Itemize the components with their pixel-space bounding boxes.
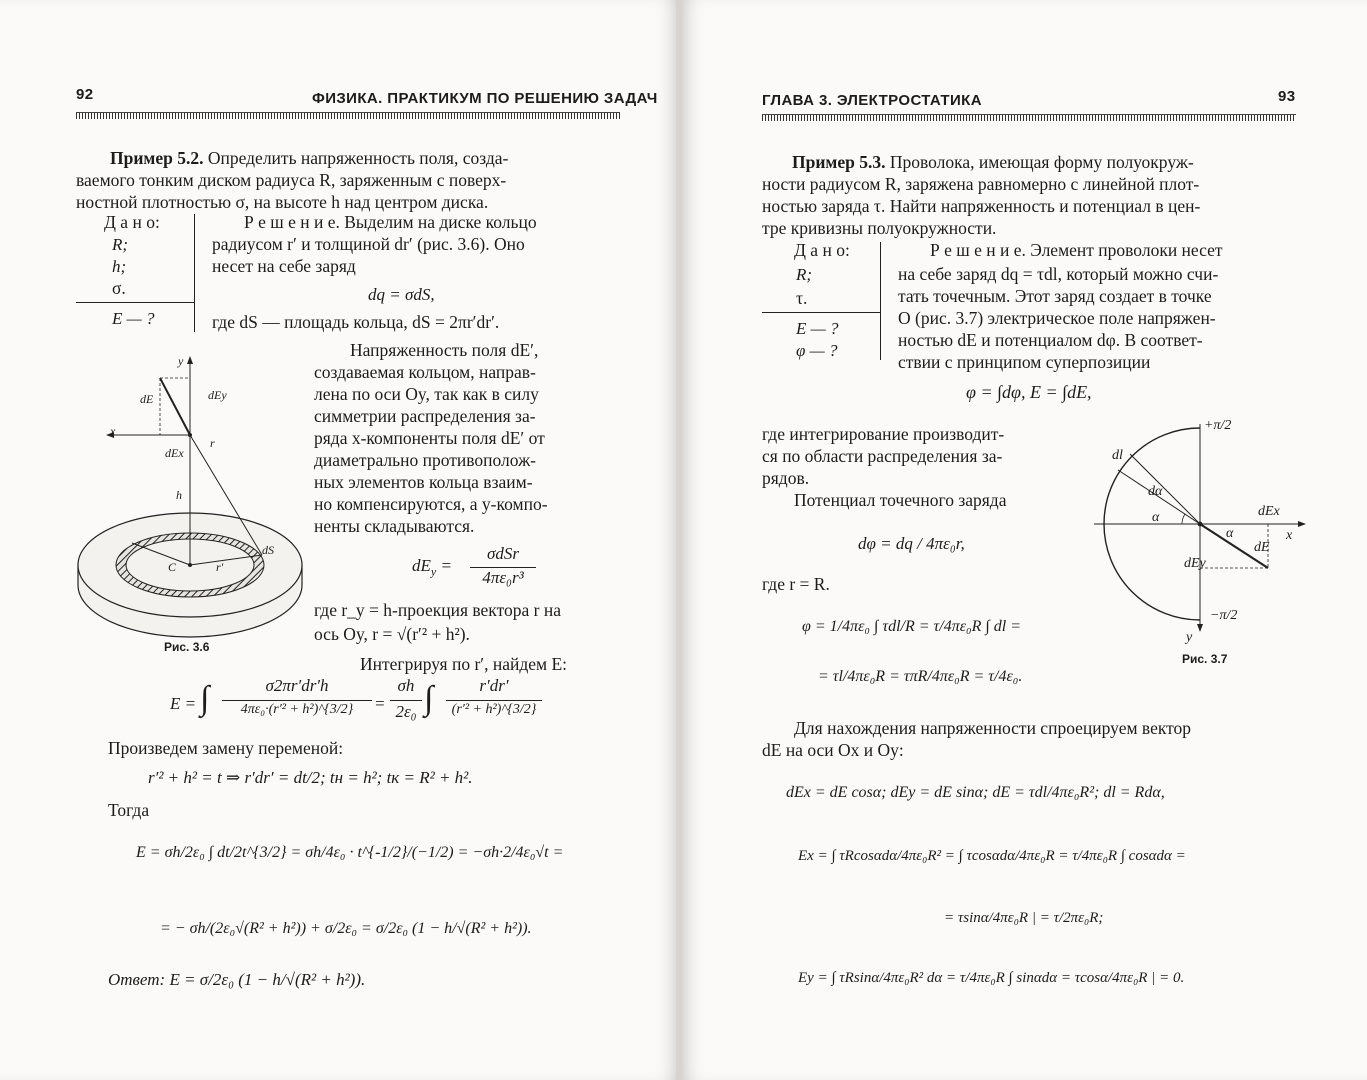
header-rule bbox=[762, 114, 1296, 121]
given-divider bbox=[880, 242, 881, 360]
fig36-dEy: dEy bbox=[208, 388, 227, 402]
integrating: Интегрируя по r′, найдем E: bbox=[360, 654, 568, 674]
running-header: ГЛАВА 3. ЭЛЕКТРОСТАТИКА bbox=[762, 92, 982, 109]
dE-vector bbox=[160, 378, 190, 435]
fig36-dEx: dEx bbox=[165, 446, 184, 460]
para2-line-5: ряда x-компоненты поля dE′ от bbox=[314, 428, 545, 448]
solution-line-6: ствии с принципом суперпозиции bbox=[898, 352, 1151, 372]
left-page: 92 ФИЗИКА. ПРАКТИКУМ ПО РЕШЕНИЮ ЗАДАЧ Пример 5.2. Определить напряженность поля, созда- ваемого тонким диском радиуса R, заряженным с поверх- ностной плотностью σ, на высоте h над центром диска. Д а н о: R; h; σ. E — ? Р е ш е н и е. Выделим на диске кольцо радиусом r′ и толщиной dr′ (рис. 3.6). Оно несет на себе заряд dq = σdS, где dS — площадь кольца, dS = 2πr′dr′. y dEy dE x dEx r h dS C r′ Рис. 3.6 Напряженность поля dE′, создаваемая кольцом, направ- лена по оси Oy, так как в силу симметрии распределения за- ряда x-компоненты поля dE′ от диаметрально противополож- ных элементов кольца взаим- но компенсируются, а y-компо- ненты складываются. $dE_y$ = σdSr 4πε₀r³ где r_y = h-проекция вектора r на ось Oy, r = √(r′² + h²). Интегрируя по r′, найдем E: E = ∫ σ2πr′dr′h 4πε₀·(r′² + h²)^{3/2} = σh 2ε₀ ∫ r′dr′ (r′² + h²)^{3/2} Произведем замену переменой: r′² + h² = t ⇒ r′dr′ = dt/2; tн = h²; tк = R² + h². Тогда E = σh/2ε₀ ∫ dt/2t^{3/2} = σh/4ε₀ · t^{-1/2}/(−1/2) = −σh·2/4ε₀√t = = − σh/(2ε₀√(R² + h²)) + σ/2ε₀ = σ/2ε₀ (1 − h/√(R² + h²)). Ответ: E = σ/2ε₀ (1 − h/√(R² + h²)). bbox=[0, 0, 678, 1080]
given-title: Д а н о: bbox=[104, 212, 160, 232]
problem-line-2: ваемого тонким диском радиуса R, заряженным с поверх- bbox=[76, 170, 507, 190]
fig37-dEy: dEy bbox=[1184, 556, 1206, 571]
problem-line-1: Пример 5.2. Определить напряженность поля, созда- bbox=[110, 148, 509, 168]
fig37-da: dα bbox=[1148, 484, 1163, 499]
given-divider bbox=[194, 214, 195, 332]
solution-line-3: тать точечным. Этот заряд создает в точке bbox=[898, 286, 1212, 306]
eq-sub: r′² + h² = t ⇒ r′dr′ = dt/2; tн = h²; tк = R² + h². bbox=[148, 768, 473, 787]
fig37-x: x bbox=[1286, 528, 1293, 543]
eq-projections: dEx = dE cosα; dEy = dE sinα; dE = τdl/4πε₀R²; dl = Rdα, bbox=[786, 784, 1165, 801]
para2-line-7: ных элементов кольца взаим- bbox=[314, 472, 533, 492]
eq-superpos: φ = ∫dφ, E = ∫dE, bbox=[966, 382, 1092, 402]
running-header: ФИЗИКА. ПРАКТИКУМ ПО РЕШЕНИЮ ЗАДАЧ bbox=[312, 90, 658, 107]
eq-then-2: = − σh/(2ε₀√(R² + h²)) + σ/2ε₀ = σ/2ε₀ (1 − h/√(R² + h²)). bbox=[160, 920, 532, 937]
given-R: R; bbox=[112, 235, 129, 254]
answer-label: Ответ: bbox=[108, 970, 166, 989]
solution-line-2: на себе заряд dq = τdl, который можно счи- bbox=[898, 264, 1219, 284]
para2-line-2: ся по области распределения за- bbox=[762, 446, 1003, 466]
fig37-dEx: dEx bbox=[1258, 504, 1280, 519]
answer-line bbox=[108, 970, 365, 990]
answer-eq: E = σ/2ε₀ (1 − h/√(R² + h²)). bbox=[169, 970, 366, 989]
given-tau: τ. bbox=[796, 288, 808, 308]
eq-phi-2: = τl/4πε₀R = τπR/4πε₀R = τ/4ε₀. bbox=[818, 668, 1023, 685]
where-dS: где dS — площадь кольца, dS = 2πr′dr′. bbox=[212, 312, 500, 332]
given-sigma: σ. bbox=[112, 278, 126, 298]
solution-line-2: радиусом r′ и толщиной dr′ (рис. 3.6). Оно bbox=[212, 234, 525, 254]
fig36-dS: dS bbox=[262, 543, 274, 557]
fig37-y: y bbox=[1186, 630, 1193, 645]
given-rule bbox=[76, 302, 194, 303]
then: Тогда bbox=[108, 800, 150, 820]
problem-line-1: Пример 5.3. Проволока, имеющая форму полуокруж- bbox=[792, 152, 1194, 172]
axis-oy: ось Oy, r = √(r′² + h²). bbox=[314, 624, 470, 644]
eq-E1-den: 4πε₀·(r′² + h²)^{3/2} bbox=[240, 702, 354, 717]
eq-dphi: dφ = dq / 4πε₀r, bbox=[858, 534, 965, 553]
problem-line-3: ностью заряда τ. Найти напряженность и потенциал в цен- bbox=[762, 196, 1201, 216]
eq-Ey: Ey = ∫ τRsinα/4πε₀R² dα = τ/4πε₀R ∫ sinαdα = τcosα/4πε₀R | = 0. bbox=[798, 970, 1185, 986]
fig36-caption: Рис. 3.6 bbox=[164, 640, 210, 654]
eq-E1-coef-num: σh bbox=[397, 676, 415, 695]
eq-Ex-1: Ex = ∫ τRcosαdα/4πε₀R² = ∫ τcosαdα/4πε₀R = τ/4πε₀R ∫ cosαdα = bbox=[798, 848, 1186, 864]
eq-E1-num2: r′dr′ bbox=[479, 676, 509, 695]
example-label: Пример 5.2. bbox=[110, 148, 204, 168]
problem-line-2: ности радиусом R, заряжена равномерно с линейной плот- bbox=[762, 174, 1200, 194]
right-page bbox=[682, 0, 1367, 1080]
find-E: E — ? bbox=[112, 309, 155, 328]
figure-3-7 bbox=[1074, 410, 1314, 660]
eq-then-1: E = σh/2ε₀ ∫ dt/2t^{3/2} = σh/4ε₀ · t^{-1/2}/(−1/2) = −σh·2/4ε₀√t = bbox=[136, 844, 564, 861]
eq-E1-den2: (r′² + h²)^{3/2} bbox=[451, 702, 537, 717]
fig37-alpha1: α bbox=[1152, 510, 1160, 525]
problem-line-4: тре кривизны полуокружности. bbox=[762, 218, 997, 238]
given-rule bbox=[762, 312, 880, 313]
eq-Ex-2: = τsinα/4πε₀R | = τ/2πε₀R; bbox=[944, 910, 1104, 926]
fig37-dE: dE bbox=[1254, 540, 1270, 555]
para2-line-4: симметрии распределения за- bbox=[314, 406, 536, 426]
substitution: Произведем замену переменой: bbox=[108, 738, 344, 758]
fig36-dE: dE bbox=[140, 392, 154, 406]
para2-line-3: лена по оси Oy, так как в силу bbox=[314, 384, 539, 404]
given-title: Д а н о: bbox=[794, 240, 850, 260]
potential: Потенциал точечного заряда bbox=[794, 490, 1007, 510]
para2-line-9: ненты складываются. bbox=[314, 516, 475, 536]
page-number: 93 bbox=[1278, 88, 1296, 105]
fig37-alpha2: α bbox=[1226, 526, 1234, 541]
solution-line-1: Р е ш е н и е. Выделим на диске кольцо bbox=[244, 212, 537, 232]
eq-E1-num: σ2πr′dr′h bbox=[265, 676, 329, 695]
solution-line-3: несет на себе заряд bbox=[212, 256, 356, 276]
given-R: R; bbox=[796, 265, 813, 284]
figure-3-6 bbox=[70, 350, 310, 660]
fig36-x: x bbox=[110, 424, 116, 438]
eq-dEy-den: 4πε₀r³ bbox=[482, 568, 524, 587]
para2-line-3: рядов. bbox=[762, 468, 810, 488]
find-phi: φ — ? bbox=[796, 341, 838, 360]
given-h: h; bbox=[112, 257, 127, 276]
fig37-top: +π/2 bbox=[1204, 418, 1232, 433]
where-ry: где r_y = h-проекция вектора r на bbox=[314, 600, 561, 620]
para2-line-1: где интегрирование производит- bbox=[762, 424, 1005, 444]
problem-line-3: ностной плотностью σ, на высоте h над центром диска. bbox=[76, 192, 489, 212]
para2-line-2: создаваемая кольцом, направ- bbox=[314, 362, 536, 382]
eq-phi-1: φ = 1/4πε₀ ∫ τdl/R = τ/4πε₀R ∫ dl = bbox=[802, 618, 1021, 635]
para2-line-8: но компенсируются, а y-компо- bbox=[314, 494, 548, 514]
fig37-dl: dl bbox=[1112, 448, 1123, 463]
where-r: где r = R. bbox=[762, 574, 830, 594]
fig37-caption: Рис. 3.7 bbox=[1182, 652, 1228, 666]
fig36-h: h bbox=[176, 488, 182, 502]
example-label: Пример 5.3. bbox=[792, 152, 886, 172]
solution-line-1: Р е ш е н и е. Элемент проволоки несет bbox=[930, 240, 1223, 260]
find-field-line-2: dE на оси Ox и Oy: bbox=[762, 740, 904, 760]
para2-line-6: диаметрально противополож- bbox=[314, 450, 537, 470]
fig36-rp: r′ bbox=[216, 560, 224, 574]
find-field-line-1: Для нахождения напряженности спроецируем вектор bbox=[794, 718, 1192, 738]
fig37-bottom: −π/2 bbox=[1210, 608, 1238, 623]
eq-dq: dq = σdS, bbox=[368, 285, 435, 304]
eq-dEy-left: $dE_y$ = bbox=[412, 556, 452, 579]
page-number: 92 bbox=[76, 86, 94, 103]
para2-line-1: Напряженность поля dE′, bbox=[350, 340, 539, 360]
solution-line-5: ностью dE и потенциалом dφ. В соответ- bbox=[898, 330, 1203, 350]
fig36-C: C bbox=[168, 560, 177, 574]
fig36-r: r bbox=[210, 436, 215, 450]
fig36-y: y bbox=[178, 354, 184, 368]
eq-dEy-num: σdSr bbox=[487, 544, 519, 563]
find-E: E — ? bbox=[796, 319, 839, 338]
eq-E1-coef-den: 2ε₀ bbox=[395, 702, 417, 721]
header-rule bbox=[76, 112, 620, 119]
solution-line-4: O (рис. 3.7) электрическое поле напряжен- bbox=[898, 308, 1216, 328]
